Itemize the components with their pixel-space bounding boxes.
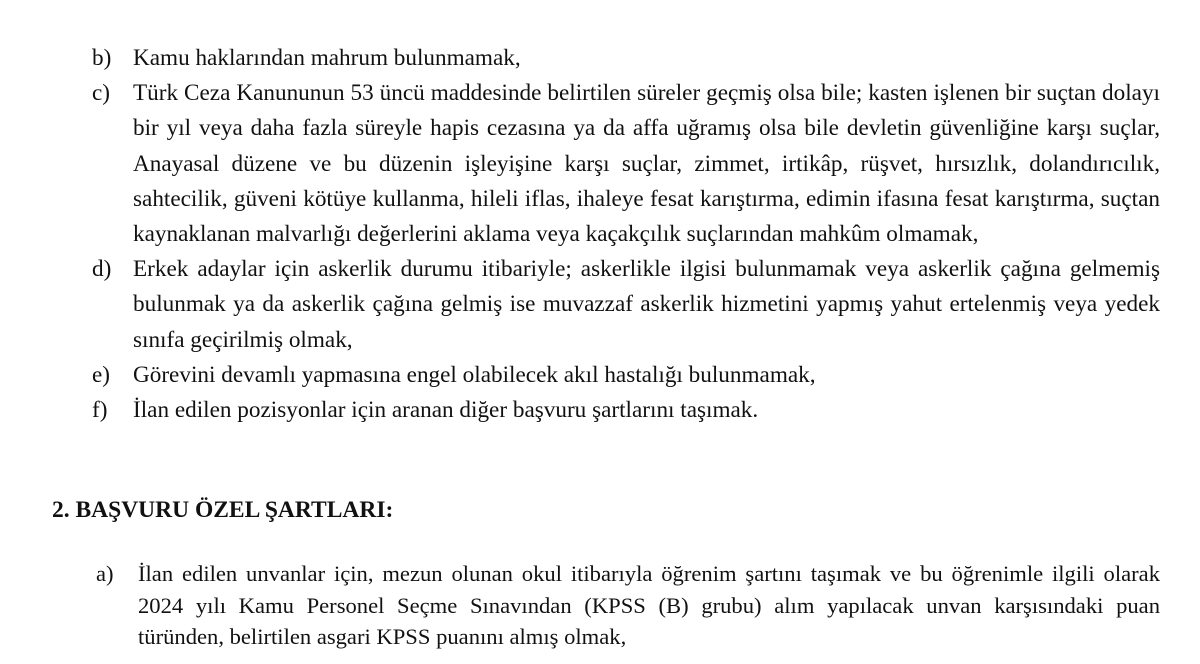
special-conditions-list [96,558,1160,653]
list-marker: f) [92,397,108,424]
list-item [92,358,1160,393]
list-marker: a) [96,561,114,586]
list-marker: d) [92,256,112,283]
list-item-text: Erkek adaylar için askerlik durumu itibariyle; askerlikle ilgisi bulunmamak veya askerlik çağına gelmemiş bulunmak ya da askerlik çağına gelmiş ise muvazzaf askerlik hizmetini yapmış yahut ertelenmiş veya yedek sınıfa geçirilmiş olmak, [133,256,1160,353]
list-item [96,558,1160,653]
section-heading: 2. BAŞVURU ÖZEL ŞARTLARI: [52,497,394,523]
list-item-text: Görevini devamlı yapmasına engel olabilecek akıl hastalığı bulunmamak, [133,361,816,388]
list-item-text: Türk Ceza Kanununun 53 üncü maddesinde belirtilen süreler geçmiş olsa bile; kasten işlenen bir suçtan dolayı bir yıl veya daha fazla süreyle hapis cezasına ya da affa uğramış olsa bile devletin güvenliğine karşı suçlar, Anayasal düzene ve bu düzenin işleyişine karşı suçlar, zimmet, irtikâp, rüşvet, hırsızlık, dolandırıcılık, sahtecilik, güveni kötüye kullanma, hileli iflas, ihaleye fesat karıştırma, edimin ifasına fesat karıştırma, suçtan kaynaklanan malvarlığı değerlerini aklama veya kaçakçılık suçlarından mahkûm olmamak, [133,80,1160,248]
list-item [92,76,1160,252]
list-item [92,41,1160,76]
list-item-text: İlan edilen unvanlar için, mezun olunan okul itibarıyla öğrenim şartını taşımak ve bu öğrenimle ilgili olarak 2024 yılı Kamu Personel Seçme Sınavından (KPSS (B) grubu) alım yapılacak unvan karşısındaki puan türünden, belirtilen asgari KPSS puanını almış olmak, [138,561,1160,649]
list-item-text: Kamu haklarından mahrum bulunmamak, [133,45,521,71]
list-marker: e) [92,361,111,388]
list-item [92,252,1160,358]
list-item-text: İlan edilen pozisyonlar için aranan diğer başvuru şartlarını taşımak. [133,397,759,424]
general-conditions-list [92,41,1160,428]
list-marker: c) [92,80,111,107]
list-marker: b) [92,45,112,71]
list-item [92,393,1160,428]
